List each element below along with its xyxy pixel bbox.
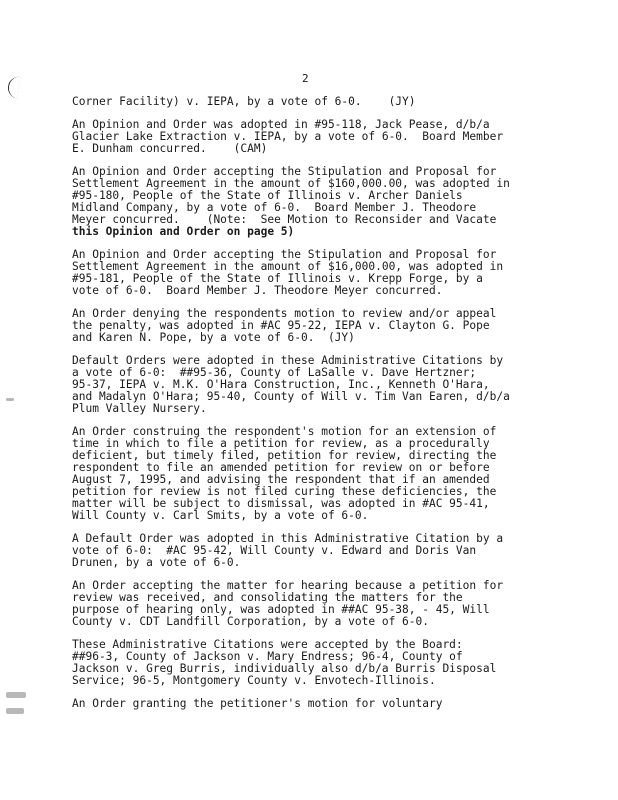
text-line: An Opinion and Order accepting the Stipulation and Proposal for bbox=[72, 248, 497, 261]
text-line: Settlement Agreement in the amount of $160,000.00, was adopted in bbox=[72, 177, 510, 190]
paragraph bbox=[72, 426, 552, 522]
text-line: matter will be subject to dismissal, was adopted in #AC 95-41, bbox=[72, 497, 490, 510]
text-line: 95-37, IEPA v. M.K. O'Hara Construction, Inc., Kenneth O'Hara, bbox=[72, 378, 490, 391]
paragraph bbox=[72, 249, 552, 297]
text-line: vote of 6-0. Board Member J. Theodore Meyer concurred. bbox=[72, 284, 443, 297]
text-line: purpose of hearing only, was adopted in ##AC 95-38, - 45, Will bbox=[72, 603, 490, 616]
paragraph bbox=[72, 308, 552, 344]
text-line: Service; 96-5, Montgomery County v. Envotech-Illinois. bbox=[72, 674, 436, 687]
text-line: Settlement Agreement in the amount of $16,000.00, was adopted in bbox=[72, 260, 504, 273]
text-line: Jackson v. Greg Burris, individually also d/b/a Burris Disposal bbox=[72, 662, 497, 675]
text-line: Plum Valley Nursery. bbox=[72, 402, 207, 415]
scan-smudge bbox=[6, 708, 24, 714]
paragraph bbox=[72, 580, 552, 628]
text-line: and Karen N. Pope, by a vote of 6-0. (JY) bbox=[72, 331, 355, 344]
scan-smudge bbox=[6, 692, 26, 698]
text-line: Glacier Lake Extraction v. IEPA, by a vote of 6-0. Board Member bbox=[72, 130, 504, 143]
paragraph bbox=[72, 96, 552, 108]
paragraph bbox=[72, 166, 552, 238]
paragraph bbox=[72, 639, 552, 687]
text-line: this Opinion and Order on page 5) bbox=[72, 225, 295, 238]
text-line: Drunen, by a vote of 6-0. bbox=[72, 556, 241, 569]
text-line: petition for review is not filed curing these deficiencies, the bbox=[72, 485, 497, 498]
text-line: #95-180, People of the State of Illinois v. Archer Daniels bbox=[72, 189, 463, 202]
text-line: ##96-3, County of Jackson v. Mary Endress; 96-4, County of bbox=[72, 650, 463, 663]
text-line: deficient, but timely filed, petition for review, directing the bbox=[72, 449, 497, 462]
text-line: #95-181, People of the State of Illinois v. Krepp Forge, by a bbox=[72, 272, 483, 285]
text-line: Meyer concurred. (Note: See Motion to Reconsider and Vacate bbox=[72, 213, 497, 226]
paragraph bbox=[72, 119, 552, 155]
text-line: An Opinion and Order was adopted in #95-118, Jack Pease, d/b/a bbox=[72, 118, 490, 131]
paragraph bbox=[72, 533, 552, 569]
text-line: An Order accepting the matter for hearing because a petition for bbox=[72, 579, 504, 592]
text-line: County v. CDT Landfill Corporation, by a vote of 6-0. bbox=[72, 615, 429, 628]
page-number: 2 bbox=[302, 72, 309, 85]
text-line: An Order denying the respondents motion to review and/or appeal bbox=[72, 307, 497, 320]
text-line: the penalty, was adopted in #AC 95-22, IEPA v. Clayton G. Pope bbox=[72, 319, 490, 332]
text-line: a vote of 6-0: ##95-36, County of LaSalle v. Dave Hertzner; bbox=[72, 366, 477, 379]
text-line: Corner Facility) v. IEPA, by a vote of 6-0. (JY) bbox=[72, 95, 416, 108]
text-line: These Administrative Citations were accepted by the Board: bbox=[72, 638, 463, 651]
text-line: An Opinion and Order accepting the Stipulation and Proposal for bbox=[72, 165, 497, 178]
text-line: E. Dunham concurred. (CAM) bbox=[72, 142, 268, 155]
text-line: respondent to file an amended petition for review on or before bbox=[72, 461, 490, 474]
text-line: Midland Company, by a vote of 6-0. Board Member J. Theodore bbox=[72, 201, 477, 214]
document-body bbox=[72, 96, 552, 721]
text-line: August 7, 1995, and advising the respondent that if an amended bbox=[72, 473, 490, 486]
text-line: review was received, and consolidating the matters for the bbox=[72, 591, 463, 604]
scan-smudge bbox=[6, 398, 14, 401]
text-line: A Default Order was adopted in this Administrative Citation by a bbox=[72, 532, 504, 545]
paragraph bbox=[72, 355, 552, 415]
text-line: An Order granting the petitioner's motion for voluntary bbox=[72, 697, 443, 710]
paragraph bbox=[72, 698, 552, 710]
text-line: Will County v. Carl Smits, by a vote of 6-0. bbox=[72, 509, 369, 522]
text-line: Default Orders were adopted in these Administrative Citations by bbox=[72, 354, 504, 367]
text-line: and Madalyn O'Hara; 95-40, County of Will v. Tim Van Earen, d/b/a bbox=[72, 390, 510, 403]
text-line: An Order construing the respondent's motion for an extension of bbox=[72, 425, 497, 438]
text-line: vote of 6-0: #AC 95-42, Will County v. Edward and Doris Van bbox=[72, 544, 477, 557]
margin-bracket-mark bbox=[7, 75, 21, 98]
text-line: time in which to file a petition for review, as a procedurally bbox=[72, 437, 490, 450]
